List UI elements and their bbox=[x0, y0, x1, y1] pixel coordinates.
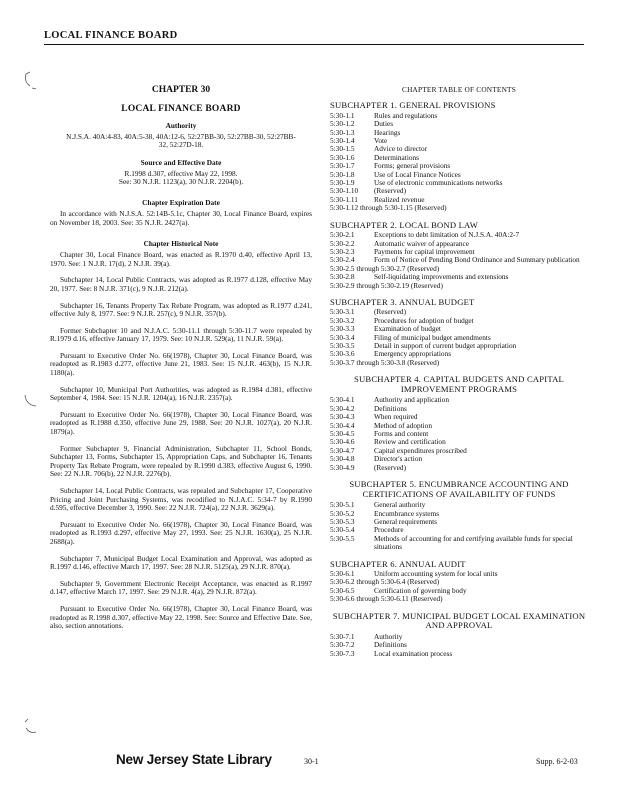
authority-text: N.J.S.A. 40A:4-83, 40A:5-38, 40A:12-6, 52:27BB-30, 52:27BB-30, 52:27BB-32, 52:27D-18. bbox=[66, 131, 296, 150]
toc-section-number: 5:30-6.1 bbox=[330, 569, 355, 579]
toc-entry bbox=[330, 129, 588, 137]
toc-section-number: 5:30-1.2 bbox=[330, 119, 355, 129]
toc-section-number: 5:30-5.2 bbox=[330, 508, 355, 518]
history-note: Chapter 30, Local Finance Board, was enacted as R.1970 d.40, effective April 13, 1970. See: 1 N.J.R. 17(d), 2 N.J.R. 39(a). bbox=[50, 250, 312, 268]
history-note: Pursuant to Executive Order No. 66(1978), Chapter 30, Local Finance Board, was readopted as R.1998 d.307, effective May 22, 1998. See: Source and Effective Date. See, also, section annotations. bbox=[50, 603, 312, 631]
toc-section-number: 5:30-5.4 bbox=[330, 525, 355, 535]
running-header: LOCAL FINANCE BOARD bbox=[44, 30, 178, 41]
toc-entry bbox=[330, 518, 588, 526]
toc-section-number: 5:30-2.2 bbox=[330, 238, 355, 248]
source-heading: Source and Effective Date bbox=[140, 157, 222, 167]
toc-section-number: 5:30-5.5 bbox=[330, 533, 355, 543]
toc-section-number: 5:30-1.8 bbox=[330, 169, 355, 179]
toc-section-title: Payments for capital improvement bbox=[374, 246, 475, 256]
toc-section-title: Exceptions to debt limitation of N.J.S.A. 40A:2-7 bbox=[374, 230, 520, 240]
toc-entry bbox=[330, 137, 588, 145]
toc-section-title: Advice to director bbox=[374, 144, 428, 154]
page-number: 30-1 bbox=[304, 757, 319, 766]
toc-section-number: 5:30-4.2 bbox=[330, 403, 355, 413]
binder-hole-mark-middle bbox=[22, 390, 48, 412]
toc-section-title: Authority bbox=[374, 631, 403, 641]
toc-section-title: (Reserved) bbox=[374, 186, 407, 196]
toc-subchapters bbox=[330, 101, 588, 658]
toc-section-title: Examination of budget bbox=[374, 324, 441, 334]
toc-section-number: 5:30-7.2 bbox=[330, 640, 355, 650]
toc-section-title: Uniform accounting system for local units bbox=[374, 569, 498, 579]
history-note: Pursuant to Executive Order No. 66(1978), Chapter 30, Local Finance Board, was readopted as R.1983 d.277, effective June 21, 1983. See: 15 N.J.R. 463(b), 15 N.J.R. 1180(a). bbox=[50, 350, 312, 378]
toc-section-title: 5:30-6.2 through 5:30-6.4 (Reserved) bbox=[330, 577, 440, 587]
toc-section-title: Emergency appropriations bbox=[374, 349, 452, 359]
toc-entry bbox=[330, 187, 588, 195]
toc-section-number: 5:30-3.5 bbox=[330, 340, 355, 350]
toc-section-number: 5:30-1.1 bbox=[330, 110, 355, 120]
toc-entry bbox=[330, 641, 588, 649]
toc-section-title: Form of Notice of Pending Bond Ordinance and Summary publication bbox=[374, 255, 580, 265]
toc-entry bbox=[330, 154, 588, 162]
toc-entry bbox=[330, 510, 588, 518]
toc-section-title: Use of Local Finance Notices bbox=[374, 169, 461, 179]
toc-section-title: 5:30-2.9 through 5:30-2.19 (Reserved) bbox=[330, 280, 443, 290]
toc-section-title: Use of electronic communications networks bbox=[374, 178, 503, 188]
toc-section-title: Encumbrance systems bbox=[374, 508, 440, 518]
toc-entry bbox=[330, 650, 588, 658]
toc-section-number: 5:30-1.4 bbox=[330, 136, 355, 146]
toc-section-number: 5:30-1.10 bbox=[330, 186, 359, 196]
chapter-name: LOCAL FINANCE BOARD bbox=[121, 103, 241, 114]
toc-section-number: 5:30-4.1 bbox=[330, 395, 355, 405]
expiration-heading: Chapter Expiration Date bbox=[142, 197, 220, 207]
toc-section-title: (Reserved) bbox=[374, 462, 407, 472]
toc-section-title: Review and certification bbox=[374, 437, 446, 447]
toc-section-title: General requirements bbox=[374, 517, 438, 527]
toc-entry bbox=[330, 422, 588, 430]
toc-entry bbox=[330, 413, 588, 421]
toc-section-number: 5:30-4.4 bbox=[330, 420, 355, 430]
toc-section-title: Capital expenditures proscribed bbox=[374, 445, 467, 455]
history-note: Pursuant to Executive Order No. 66(1978), Chapter 30, Local Finance Board, was readopted as R.1988 d.350, effective June 29, 1988. See: 20 N.J.R. 1027(a), 20 N.J.R. 1879(a). bbox=[50, 409, 312, 437]
toc-section-title: Definitions bbox=[374, 640, 407, 650]
toc-entry bbox=[330, 464, 588, 472]
toc-section-title: 5:30-2.5 through 5:30-2.7 (Reserved) bbox=[330, 263, 440, 273]
toc-section-title: Procedures for adoption of budget bbox=[374, 315, 474, 325]
chapter-number: CHAPTER 30 bbox=[151, 85, 211, 95]
toc-section-title: Procedure bbox=[374, 525, 404, 535]
toc-section-title: Definitions bbox=[374, 403, 407, 413]
toc-entry bbox=[330, 317, 588, 325]
toc-section-number: 5:30-7.1 bbox=[330, 631, 355, 641]
toc-section-number: 5:30-4.7 bbox=[330, 445, 355, 455]
toc-section-number: 5:30-1.7 bbox=[330, 161, 355, 171]
toc-entry bbox=[330, 359, 588, 367]
toc-section-title: Authority and application bbox=[374, 395, 449, 405]
toc-section-title: Director's action bbox=[374, 454, 423, 464]
toc-section-number: 5:30-4.5 bbox=[330, 429, 355, 438]
subchapter-heading: SUBCHAPTER 6. ANNUAL AUDIT bbox=[330, 558, 466, 569]
history-note: Subchapter 9, Government Electronic Receipt Acceptance, was enacted as R.1997 d.147, effective March 17, 1997. See: 29 N.J.R. 4(a), 29 N.J.R. 872(a). bbox=[50, 578, 312, 597]
toc-section-title: Methods of accounting for and certifying available funds for special situations bbox=[374, 533, 573, 552]
toc-section-title: General authority bbox=[374, 500, 426, 510]
subchapter-heading: SUBCHAPTER 1. GENERAL PROVISIONS bbox=[330, 100, 496, 111]
toc-entry bbox=[330, 455, 588, 463]
toc-entry bbox=[330, 282, 588, 290]
toc-section-title: Filing of municipal budget amendments bbox=[374, 332, 491, 342]
toc-section-number: 5:30-4.9 bbox=[330, 462, 355, 472]
chapter-front-matter bbox=[50, 86, 312, 631]
binder-hole-mark-bottom bbox=[22, 716, 48, 738]
toc-section-title: Method of adoption bbox=[374, 420, 432, 430]
toc-section-title: Detail in support of current budget appropriation bbox=[374, 340, 517, 350]
subchapter-heading: SUBCHAPTER 4. CAPITAL BUDGETS AND CAPITAL IMPROVEMENT PROGRAMS bbox=[354, 374, 564, 394]
toc-entry bbox=[330, 204, 588, 212]
chapter-table-of-contents bbox=[330, 86, 588, 658]
toc-section-title: 5:30-3.7 through 5:30-3.8 (Reserved) bbox=[330, 357, 440, 367]
library-stamp: New Jersey State Library bbox=[116, 752, 272, 767]
toc-entry bbox=[330, 179, 588, 187]
toc-section-number: 5:30-6.5 bbox=[330, 585, 355, 595]
history-heading: Chapter Historical Note bbox=[143, 238, 219, 248]
history-note: Subchapter 7, Municipal Budget Local Examination and Approval, was adopted as R.1997 d.146, effective March 17, 1997. See: 28 N.J.R. 5125(a), 29 N.J.R. 870(a). bbox=[50, 553, 312, 572]
toc-entry bbox=[330, 396, 588, 404]
history-note: Subchapter 10, Municipal Port Authorities, was adopted as R.1984 d.381, effective September 4, 1984. See: 15 N.J.R. 1204(a), 16 N.J.R. 2357(a). bbox=[50, 384, 312, 403]
toc-section-number: 5:30-2.8 bbox=[330, 272, 355, 282]
toc-section-title: Forms and content bbox=[374, 429, 429, 438]
history-note: Subchapter 14, Local Public Contracts, was repealed and Subchapter 17, Cooperative Pricing and Joint Purchasing Systems, was recodified to N.J.A.C. 5:34-7 by R.1990 d.595, effective December 3, 1990. See: 22 N.J.R. 724(a), 22 N.J.R. 3629(a). bbox=[50, 486, 312, 513]
toc-section-title: Rules and regulations bbox=[374, 110, 438, 120]
toc-section-title: When required bbox=[374, 412, 418, 422]
toc-section-number: 5:30-4.3 bbox=[330, 412, 355, 422]
toc-entry bbox=[330, 405, 588, 413]
toc-entry bbox=[330, 595, 588, 603]
toc-section-number: 5:30-5.1 bbox=[330, 500, 355, 510]
source-line-1: R.1998 d.307, effective May 22, 1998. bbox=[124, 168, 238, 178]
toc-section-number: 5:30-4.6 bbox=[330, 437, 355, 447]
toc-section-number: 5:30-1.5 bbox=[330, 144, 355, 154]
supplement-date: Supp. 6-2-03 bbox=[536, 757, 578, 766]
toc-section-number: 5:30-3.3 bbox=[330, 324, 355, 334]
toc-section-number: 5:30-5.3 bbox=[330, 517, 355, 527]
binder-hole-mark-top bbox=[22, 70, 48, 92]
toc-section-number: 5:30-2.3 bbox=[330, 246, 355, 256]
toc-entry bbox=[330, 342, 588, 350]
toc-section-title: Vote bbox=[374, 136, 388, 146]
toc-section-number: 5:30-3.2 bbox=[330, 315, 355, 325]
subchapter-heading: SUBCHAPTER 2. LOCAL BOND LAW bbox=[330, 219, 479, 230]
toc-title: CHAPTER TABLE OF CONTENTS bbox=[402, 85, 516, 94]
toc-section-number: 5:30-1.6 bbox=[330, 152, 355, 162]
toc-section-title: Determinations bbox=[374, 152, 419, 162]
toc-section-title: 5:30-6.6 through 5:30-6.11 (Reserved) bbox=[330, 594, 443, 604]
toc-section-number: 5:30-3.6 bbox=[330, 349, 355, 359]
toc-entry bbox=[330, 120, 588, 128]
subchapter-heading: SUBCHAPTER 5. ENCUMBRANCE ACCOUNTING AND CERTIFICATIONS OF AVAILABILITY OF FUNDS bbox=[349, 479, 569, 499]
toc-section-title: Forms; general provisions bbox=[374, 161, 451, 171]
toc-section-number: 5:30-1.9 bbox=[330, 178, 355, 188]
toc-section-number: 5:30-2.1 bbox=[330, 230, 355, 240]
toc-entry bbox=[330, 430, 588, 438]
history-note: Subchapter 14, Local Public Contracts, was adopted as R.1977 d.128, effective May 20, 1977. See: 8 N.J.R. 371(c), 9 N.J.R. 212(a). bbox=[50, 275, 312, 293]
toc-entry bbox=[330, 112, 588, 120]
header-rule bbox=[44, 44, 584, 45]
history-notes bbox=[50, 251, 312, 631]
toc-section-number: 5:30-1.11 bbox=[330, 194, 358, 204]
toc-section-number: 5:30-2.4 bbox=[330, 255, 355, 265]
toc-section-title: Certification of governing body bbox=[374, 585, 467, 595]
subchapter-heading: SUBCHAPTER 3. ANNUAL BUDGET bbox=[330, 296, 475, 307]
authority-heading: Authority bbox=[165, 121, 197, 131]
history-note: Subchapter 16, Tenants Property Tax Rebate Program, was adopted as R.1977 d.241, effective July 8, 1977. See: 9 N.J.R. 257(c), 9 N.J.R. 357(b). bbox=[50, 300, 312, 319]
toc-section-title: Realized revenue bbox=[374, 194, 425, 204]
toc-section-number: 5:30-3.1 bbox=[330, 307, 355, 317]
toc-entry bbox=[330, 501, 588, 509]
history-note: Former Subchapter 10 and N.J.A.C. 5:30-11.1 through 5:30-11.7 were repealed by R.1979 d.16, effective January 17, 1979. See: 10 N.J.R. 529(a), 11 N.J.R. 59(a). bbox=[50, 325, 312, 344]
toc-section-title: Self-liquidating improvements and extensions bbox=[374, 272, 509, 282]
toc-section-title: Automatic waiver of appearance bbox=[374, 238, 470, 248]
toc-entry bbox=[330, 535, 588, 552]
toc-section-number: 5:30-4.8 bbox=[330, 454, 355, 464]
history-note: Former Subchapter 9, Financial Administration, Subchapter 11, School Bonds, Subchapter 13, Forms, Subchapter 15, Appropriation Caps, and Subchapter 16, Tenants Property Tax Rebate Program, were repealed by R.1990 d.383, effective August 6, 1990. See: 22 N.J.R. 706(b), 22 N.J.R. 2276(b). bbox=[50, 443, 312, 479]
toc-entry bbox=[330, 447, 588, 455]
toc-section-number: 5:30-3.4 bbox=[330, 332, 355, 342]
toc-entry bbox=[330, 633, 588, 641]
expiration-text: In accordance with N.J.S.A. 52:14B-5.1c, Chapter 30, Local Finance Board, expires on November 18, 2003. See: 35 N.J.R. 2427(a). bbox=[50, 209, 312, 227]
toc-section-title: 5:30-1.12 through 5:30-1.15 (Reserved) bbox=[330, 203, 447, 213]
toc-section-number: 5:30-1.3 bbox=[330, 127, 355, 137]
history-note: Pursuant to Executive Order No. 66(1978), Chapter 30, Local Finance Board, was readopted as R.1993 d.297, effective May 27, 1993. See: 25 N.J.R. 1630(a), 25 N.J.R. 2688(a). bbox=[50, 519, 312, 546]
toc-section-title: Duties bbox=[374, 119, 394, 129]
subchapter-heading: SUBCHAPTER 7. MUNICIPAL BUDGET LOCAL EXAMINATION AND APPROVAL bbox=[332, 610, 586, 631]
source-line-2: See: 30 N.J.R. 1123(a), 30 N.J.R. 2204(b). bbox=[118, 177, 244, 187]
toc-section-title: (Reserved) bbox=[374, 307, 407, 317]
toc-section-number: 5:30-7.3 bbox=[330, 648, 355, 658]
toc-section-title: Hearings bbox=[374, 127, 401, 137]
toc-entry bbox=[330, 145, 588, 153]
toc-section-title: Local examination process bbox=[374, 648, 453, 658]
